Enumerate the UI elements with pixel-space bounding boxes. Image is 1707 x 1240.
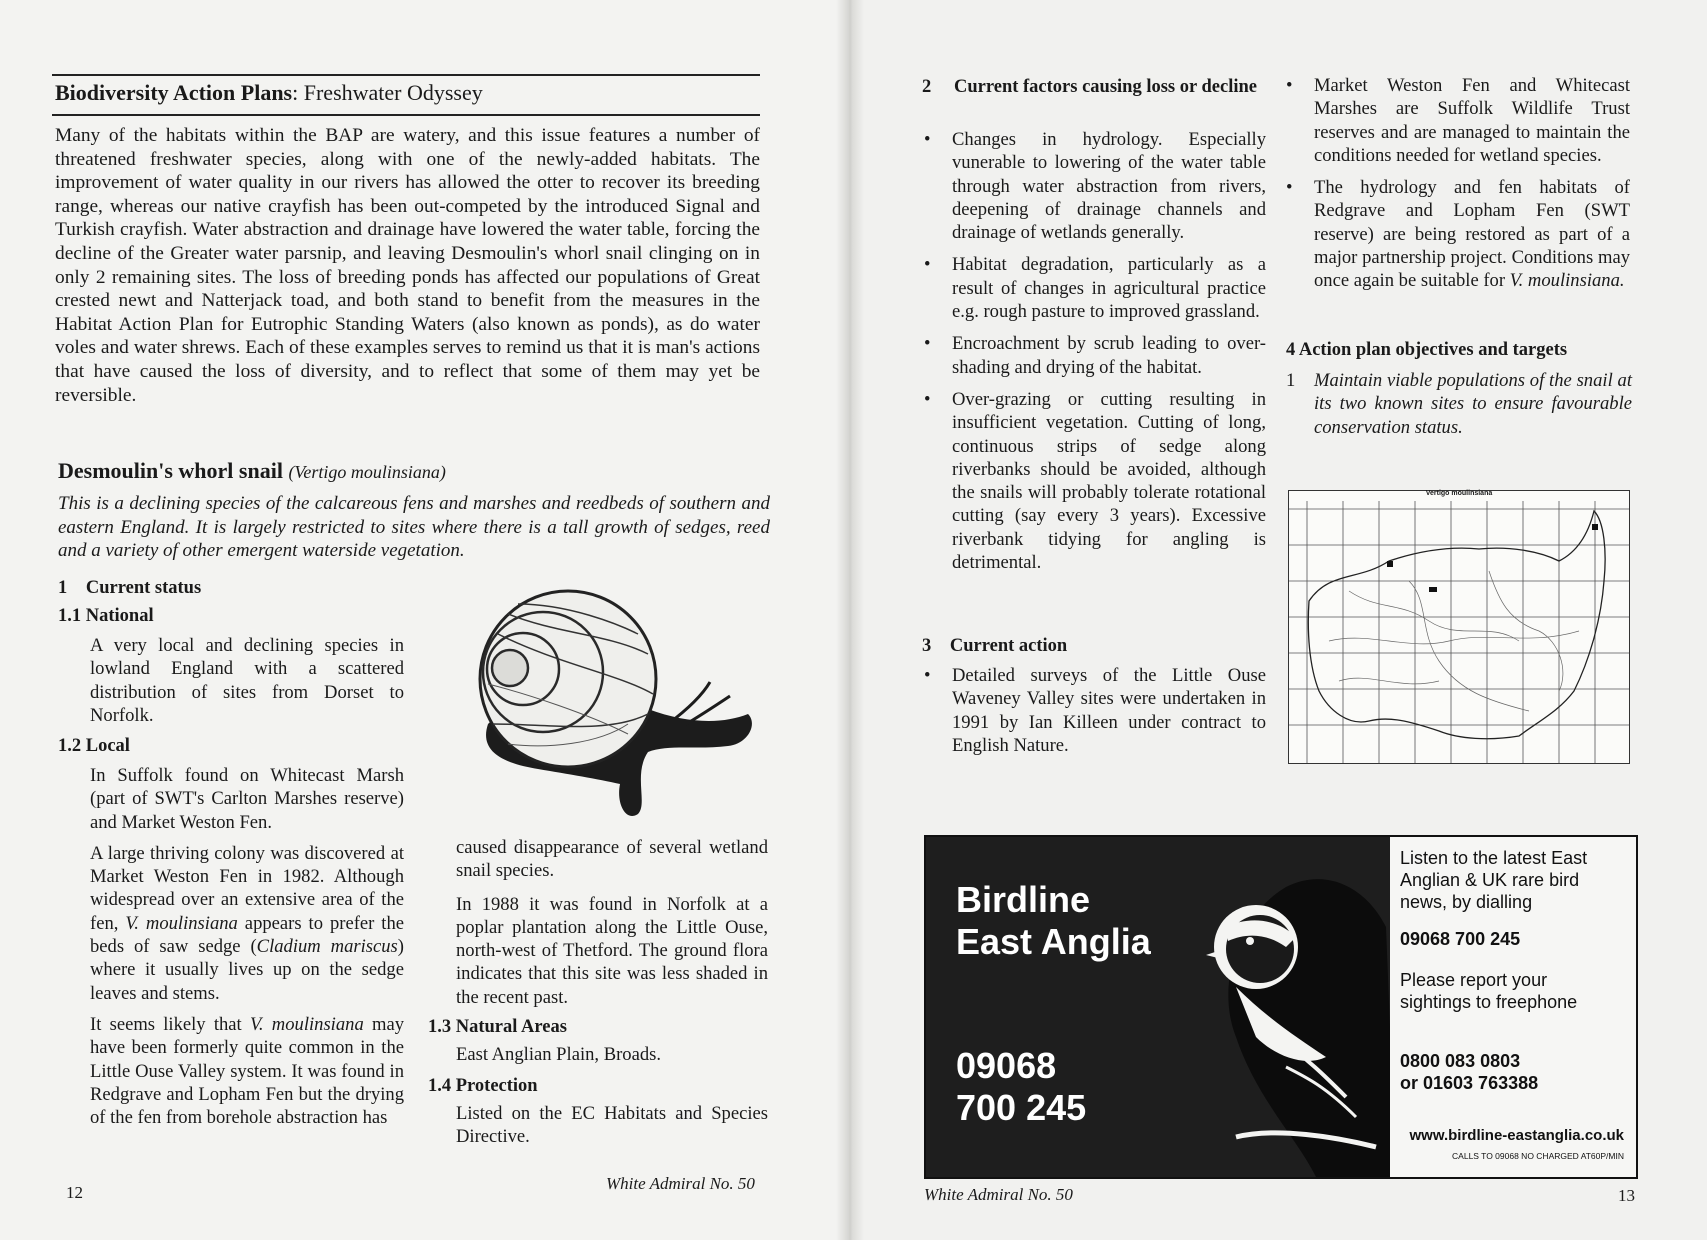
book-gutter [836, 0, 864, 1240]
page-number-left: 12 [66, 1183, 83, 1202]
advert-title-line-1: Birdline [956, 879, 1091, 920]
bird-illustration [1176, 837, 1396, 1177]
intro-paragraph: Many of the habitats within the BAP are watery, and this issue features a number of threatened freshwater species, along with one of the newly-added habitats. The improvement of water quality in our rivers has allowed the otter to recover its breeding range, whereas our native crayfish has been out-competed by the introduced Signal and Turkish crayfish. Water abstraction and drainage have lowered the water table, forcing the decline of the Greater water parsnip, and leaving Desmoulin's whorl snail clinging on in only 2 remaining sites. The loss of breeding ponds has affected our populations of Great crested newt and Natterjack toad, and both stand to benefit from the measures in the Habitat Action Plan for Eutrophic Standing Waters (also known as ponds), as do water voles and water shrews. Each of these examples serves to remind us that it is man's actions that have caused the loss of diversity, and to reflect that some of them may yet be reversible. [55, 125, 760, 406]
map-grid [1289, 491, 1629, 763]
section-1-3-text: East Anglian Plain, Broads. [456, 1044, 662, 1065]
page-number-right: 13 [1618, 1186, 1635, 1205]
advert-phone-line-2: 700 245 [956, 1087, 1087, 1128]
section-1-4-heading: 1.4 Protection [428, 1076, 538, 1096]
section-2-item: • Over-grazing or cutting resulting in insufficient vegetation. Cutting of long, continuous strips of sedge along riverbanks should be avoided, although the snails will probably tolerate rotational cutting (say every 3 years). Excessive riverbank tidying for angling is detrimental. [922, 388, 1266, 574]
section-1-1-text: A very local and declining species in lowland England with a scattered distribution of sites from Dorset to Norfolk. [90, 635, 404, 726]
section-3-list [922, 664, 1266, 766]
map-record-marker [1387, 561, 1393, 567]
advert-title [956, 879, 1151, 963]
advert-phone-number: 09068 700 245 [1400, 929, 1521, 949]
species-title: Desmoulin's whorl snail [58, 458, 283, 483]
left-column-2 [456, 836, 768, 1016]
header-rule-bottom [52, 114, 760, 116]
advert-website[interactable]: www.birdline-eastanglia.co.uk [1409, 1127, 1624, 1144]
section-2-item: • Changes in hydrology. Especially vunerable to lowering of the water table through water abstraction from rivers, deepening of drainage channels and drainage of wetlands generally. [922, 128, 1266, 244]
map-record-marker [1592, 524, 1598, 530]
section-2-title: Current factors causing loss or decline [954, 77, 1258, 97]
map-title: Vertigo moulinsiana [1425, 490, 1493, 497]
section-3-heading [922, 636, 1067, 657]
advert-alt-phone: or 01603 763388 [1400, 1073, 1539, 1093]
distribution-map [1288, 490, 1630, 764]
objective-number: 1 [1286, 370, 1296, 391]
section-1-4-text: Listed on the EC Habitats and Species Directive. [456, 1103, 768, 1148]
header-topic: : Freshwater Odyssey [292, 80, 483, 105]
column-2-para-1: caused disappearance of several wetland snail species. [456, 837, 768, 882]
advert-report: Please report your sightings to freephone [1400, 970, 1578, 1012]
advert-title-line-2: East Anglia [956, 921, 1151, 962]
footer-right: White Admiral No. 50 [924, 1185, 1073, 1204]
section-2-list [922, 128, 1266, 583]
section-1-2-para-3: It seems likely that V. moulinsiana may have been formerly quite common in the Little Ouse Valley system. It was found in Redgrave and Lopham Fen but the drying of the fen from borehole abstraction has [90, 1013, 404, 1129]
section-3-continued-item: • Market Weston Fen and Whitecast Marshes are Suffolk Wildlife Trust reserves and are managed to maintain the conditions needed for wetland species. [1284, 74, 1630, 167]
page-header [55, 80, 483, 106]
section-1-2-para-2: A large thriving colony was discovered at Market Weston Fen in 1982. Although widespread over an extensive area of the fen, V. moulinsiana appears to prefer the beds of saw sedge (Cladium mariscus) where it usually lives up on the sedge leaves and stems. [90, 842, 404, 1004]
section-2-item: • Encroachment by scrub leading to over-shading and drying of the habitat. [922, 332, 1266, 379]
section-1-2-para-1: In Suffolk found on Whitecast Marsh (part of SWT's Carlton Marshes reserve) and Market Weston Fen. [90, 765, 404, 833]
footer-left: White Admiral No. 50 [606, 1174, 755, 1193]
section-2-item: • Habitat degradation, particularly as a result of changes in agricultural practice e.g. rough pasture to improved grassland. [922, 253, 1266, 323]
advert-freephone: 0800 083 0803 [1400, 1051, 1521, 1071]
section-1-2-heading: 1.2 Local [58, 736, 130, 756]
section-2-heading [922, 76, 1262, 99]
advert-phone [956, 1045, 1086, 1129]
section-1-title: Current status [85, 578, 202, 598]
section-3-number: 3 [922, 636, 932, 656]
map-record-marker [1429, 587, 1437, 592]
snail-illustration [448, 574, 768, 824]
section-3-item: • Detailed surveys of the Little Ouse Waveney Valley sites were undertaken in 1991 by Ian Killeen under contract to English Nature. [922, 664, 1266, 757]
species-heading [58, 458, 446, 484]
section-1-1-heading: 1.1 National [58, 606, 154, 626]
section-1-heading [58, 578, 201, 599]
section-2-number: 2 [922, 77, 932, 97]
species-summary: This is a declining species of the calcareous fens and marshes and reedbeds of southern and eastern England. It is largely restricted to sites where there is a tall growth of sedges, reed and a variety of other emergent waterside vegetation. [58, 493, 770, 561]
objective-text: Maintain viable populations of the snail at its two known sites to ensure favourable conservation status. [1314, 370, 1632, 438]
advert-phone-line-1: 09068 [956, 1045, 1057, 1086]
advert-intro: Listen to the latest East Anglian & UK rare bird news, by dialling [1400, 848, 1588, 912]
section-1-3-heading: 1.3 Natural Areas [428, 1017, 567, 1037]
section-4-objective [1286, 369, 1632, 439]
advert-small-print: CALLS TO 09068 NO CHARGED AT60P/MIN [1452, 1151, 1624, 1161]
header-series: Biodiversity Action Plans [55, 80, 293, 105]
section-1-number: 1 [58, 578, 68, 598]
species-latin: (Vertigo moulinsiana) [288, 462, 446, 482]
column-2-para-2: In 1988 it was found in Norfolk at a poplar plantation along the Little Ouse, north-west of Thetford. The ground flora indicates that this site was less shaded in the recent past. [456, 893, 768, 1008]
advert-info-panel [1390, 837, 1636, 1177]
header-rule-top [52, 74, 760, 76]
section-3-title: Current action [949, 636, 1068, 656]
section-4-heading: 4 Action plan objectives and targets [1286, 340, 1568, 360]
section-3-continued-item: • The hydrology and fen habitats of Redgrave and Lopham Fen (SWT reserve) are being restored as part of a major partnership project. Conditions may once again be suitable for V. moulinsiana. [1284, 176, 1630, 292]
section-3-continued-list [1284, 74, 1630, 302]
birdline-advert [924, 835, 1638, 1179]
section-1-2-column [90, 764, 404, 1136]
